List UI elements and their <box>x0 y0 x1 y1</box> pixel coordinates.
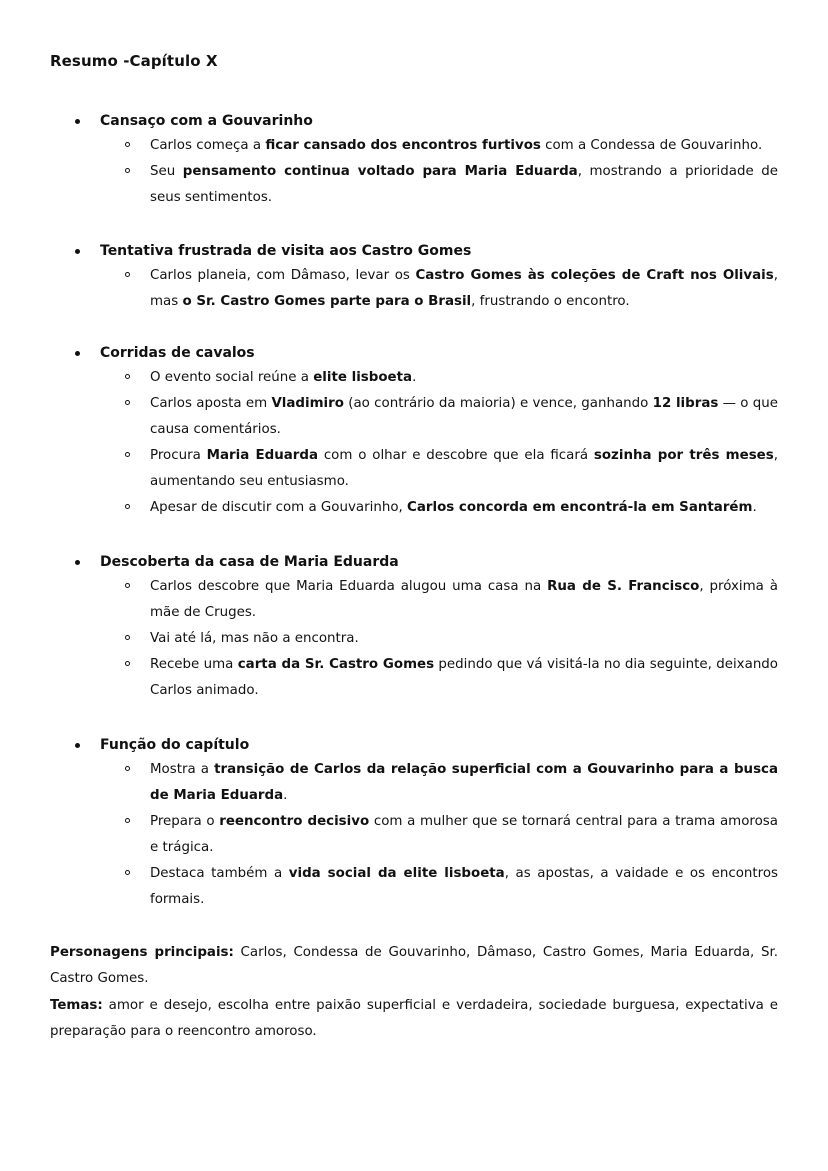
list-item <box>150 365 778 391</box>
list-item <box>150 652 778 704</box>
bold-text: Temas: <box>50 998 103 1013</box>
bold-text: o Sr. Castro Gomes parte para o Brasil <box>182 294 472 309</box>
section-heading: Tentativa frustrada de visita aos Castro Gomes <box>100 243 472 259</box>
sub-bullet-icon <box>125 374 130 379</box>
list-item <box>150 391 778 443</box>
sub-bullet-icon <box>125 818 130 823</box>
bold-text: 12 libras <box>652 396 719 411</box>
text-run: com a Condessa de Gouvarinho. <box>540 138 763 153</box>
section-heading: Cansaço com a Gouvarinho <box>100 113 313 129</box>
bold-text: vida social da elite lisboeta <box>288 866 505 881</box>
text-run: Carlos, Condessa de Gouvarinho, Dâmaso, Castro Gomes, Maria Eduarda, Sr. Castro Gomes. <box>50 945 778 986</box>
text-run: , mostrando a prioridade de seus sentimentos. <box>150 164 778 205</box>
text-run: — o que causa comentários. <box>150 396 778 437</box>
sub-bullet-icon <box>125 504 130 509</box>
bullet-icon <box>75 351 80 356</box>
text-run: pedindo que vá visitá-la no dia seguinte, deixando Carlos animado. <box>150 657 778 698</box>
text-run: Carlos descobre que Maria Eduarda alugou uma casa na <box>150 579 548 594</box>
text-run: Mostra a <box>150 762 215 777</box>
bullet-icon <box>75 249 80 254</box>
text-run: , próxima à mãe de Cruges. <box>150 579 778 620</box>
list-item <box>150 495 778 521</box>
text-run: Seu <box>150 164 183 179</box>
bullet-icon <box>75 560 80 565</box>
page-title: Resumo -Capítulo X <box>50 52 218 70</box>
text-run: com a mulher que se tornará central para a trama amorosa e trágica. <box>150 814 778 855</box>
sub-bullet-icon <box>125 870 130 875</box>
sub-bullet-icon <box>125 583 130 588</box>
text-run: Destaca também a <box>150 866 289 881</box>
bold-text: Maria Eduarda <box>206 448 318 463</box>
text-run: . <box>412 370 417 385</box>
sub-bullet-icon <box>125 272 130 277</box>
sub-bullet-icon <box>125 168 130 173</box>
text-run: , mas <box>150 268 778 309</box>
text-run: Recebe uma <box>150 657 238 672</box>
list-item <box>150 861 778 913</box>
list-item <box>150 574 778 626</box>
list-item <box>150 757 778 809</box>
bold-text: elite lisboeta <box>313 370 413 385</box>
bold-text: carta da Sr. Castro Gomes <box>237 657 435 672</box>
text-run: Carlos começa a <box>150 138 266 153</box>
text-run: . <box>752 500 757 515</box>
sub-bullet-icon <box>125 452 130 457</box>
bullet-icon <box>75 743 80 748</box>
list-item <box>150 159 778 211</box>
bold-text: transição de Carlos da relação superficial com a Gouvarinho para a busca de Maria Eduarda <box>150 762 779 803</box>
bold-text: ficar cansado dos encontros furtivos <box>265 138 541 153</box>
text-run: Procura <box>150 448 207 463</box>
bold-text: reencontro decisivo <box>219 814 370 829</box>
sub-bullet-icon <box>125 661 130 666</box>
bold-text: Castro Gomes às coleções de Craft nos Olivais <box>415 268 774 283</box>
text-run: Carlos aposta em <box>150 396 272 411</box>
section-heading: Descoberta da casa de Maria Eduarda <box>100 554 399 570</box>
sub-bullet-icon <box>125 766 130 771</box>
bold-text: Carlos concorda em encontrá-la em Santarém <box>407 500 753 515</box>
list-item <box>150 133 778 159</box>
bold-text: pensamento continua voltado para Maria Eduarda <box>182 164 578 179</box>
section-heading: Função do capítulo <box>100 737 250 753</box>
sub-bullet-icon <box>125 142 130 147</box>
bold-text: Rua de S. Francisco <box>547 579 700 594</box>
text-run: Prepara o <box>150 814 220 829</box>
text-run: Vai até lá, mas não a encontra. <box>150 631 359 646</box>
text-run: (ao contrário da maioria) e vence, ganhando <box>343 396 653 411</box>
bold-text: Personagens principais: <box>50 945 234 960</box>
text-run: , aumentando seu entusiasmo. <box>150 448 779 489</box>
text-run: Apesar de discutir com a Gouvarinho, <box>150 500 408 515</box>
text-run: O evento social reúne a <box>150 370 314 385</box>
text-run: com o olhar e descobre que ela ficará <box>318 448 594 463</box>
bullet-icon <box>75 119 80 124</box>
bold-text: Vladimiro <box>271 396 344 411</box>
list-item <box>150 809 778 861</box>
text-run: . <box>283 788 288 803</box>
bold-text: sozinha por três meses <box>593 448 774 463</box>
sub-bullet-icon <box>125 635 130 640</box>
themes <box>50 993 778 1045</box>
list-item <box>150 263 778 315</box>
text-run: amor e desejo, escolha entre paixão superficial e verdadeira, sociedade burguesa, expectativa e preparação para o reencontro amoroso. <box>50 998 778 1039</box>
text-run: Carlos planeia, com Dâmaso, levar os <box>150 268 416 283</box>
sub-bullet-icon <box>125 400 130 405</box>
section-heading: Corridas de cavalos <box>100 345 255 361</box>
text-run: , as apostas, a vaidade e os encontros formais. <box>150 866 779 907</box>
list-item <box>150 626 778 652</box>
main-characters <box>50 940 778 992</box>
text-run: , frustrando o encontro. <box>471 294 630 309</box>
list-item <box>150 443 778 495</box>
